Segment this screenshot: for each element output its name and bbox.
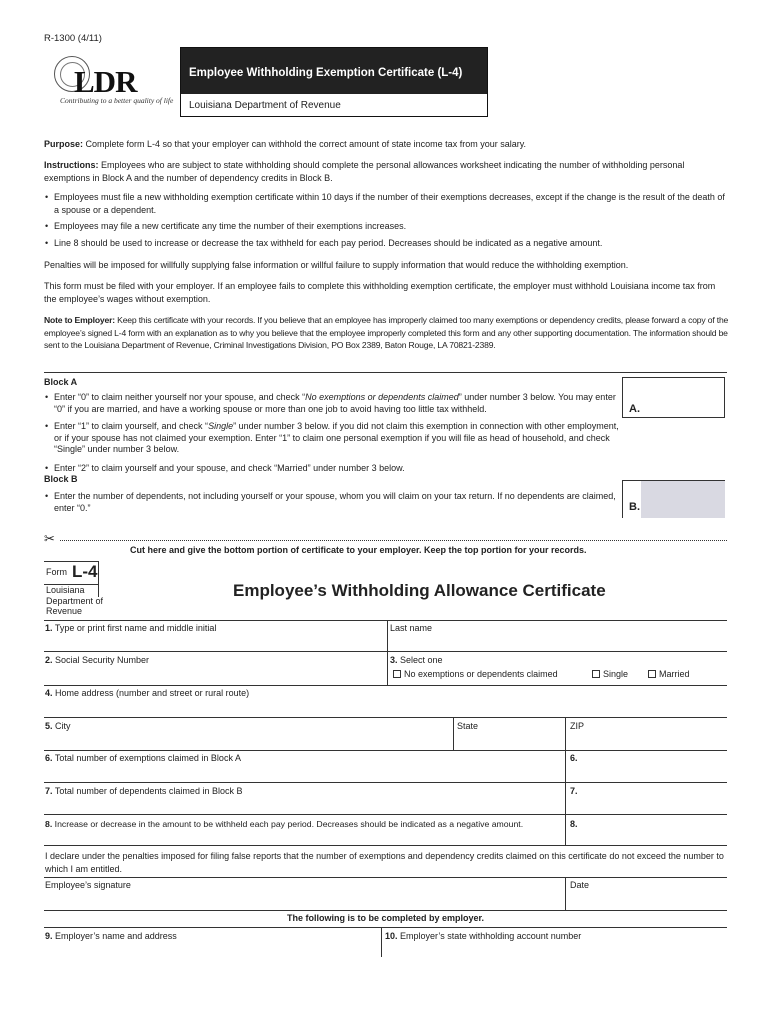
option-label: Married: [659, 669, 690, 679]
field-label: Social Security Number: [52, 655, 150, 665]
field-number: 6.: [45, 753, 53, 763]
instructions: [44, 159, 730, 184]
block-b-input[interactable]: [641, 481, 725, 518]
cut-line: [60, 540, 727, 541]
logo-text: LDR: [74, 64, 137, 99]
block-a-bullet: • Enter “2” to claim yourself and your spouse, and check “Married” under number 3 below.: [44, 463, 619, 475]
option-married[interactable]: [648, 669, 690, 681]
block-b-label: B.: [629, 501, 640, 513]
field-label: Employer’s state withholding account number: [397, 931, 582, 941]
field-number: 10.: [385, 931, 398, 941]
form-code: R-1300 (4/11): [44, 33, 102, 44]
exemptions-input[interactable]: 6.: [570, 753, 578, 763]
divider: [44, 782, 727, 783]
instruction-bullet: • Employees must file a new withholding exemption certificate within 10 days if the number of their exemptions decreases, except if the change is the result of the death of a spouse or a dependent.: [44, 191, 730, 216]
purpose: [44, 138, 730, 151]
field-number: 7.: [45, 786, 53, 796]
block-a-bullet: [44, 421, 619, 456]
filing-status-label: [390, 655, 443, 667]
option-label: No exemptions or dependents claimed: [404, 669, 558, 679]
title-box: [180, 47, 488, 117]
divider: [381, 927, 382, 957]
bullet-text: Enter “0” to claim neither yourself nor your spouse, and check “: [54, 392, 306, 402]
field-label: Total number of exemptions claimed in Block A: [52, 753, 241, 763]
divider: [44, 372, 727, 373]
state-field[interactable]: State: [457, 721, 479, 731]
dependents-input[interactable]: 7.: [570, 786, 578, 796]
first-name-field[interactable]: [45, 623, 216, 635]
field-label: Total number of dependents claimed in Block B: [52, 786, 243, 796]
divider: [44, 651, 727, 652]
divider: [453, 717, 454, 750]
bullet-emphasis: No exemptions or dependents claimed: [305, 392, 459, 402]
employer-note: [44, 314, 730, 352]
date-field[interactable]: Date: [570, 880, 590, 890]
field-number: 3.: [390, 655, 398, 665]
field-label: Home address (number and street or rural route): [52, 688, 250, 698]
dependents-label: [45, 786, 242, 798]
field-number: 8.: [45, 819, 53, 829]
divider: [44, 927, 727, 928]
divider: [565, 877, 566, 910]
bullet-text: ” under number 3 below. You may enter “0” if you are married, and have a working spouse or more than one job to avoid having too little tax withheld.: [54, 392, 616, 414]
option-no-exemptions[interactable]: [393, 669, 558, 681]
divider: [44, 750, 727, 751]
exemptions-label: [45, 753, 241, 765]
signature-field[interactable]: Employee’s signature: [45, 880, 131, 890]
zip-field[interactable]: ZIP: [570, 721, 585, 731]
block-a-title: Block A: [44, 377, 78, 387]
instruction-bullet: • Employees may file a new certificate any time the number of their exemptions increases.: [44, 220, 730, 233]
block-b-bullet: • Enter the number of dependents, not including yourself or your spouse, whom you will claim on your tax return. If no dependents are claimed, enter “0.”: [44, 491, 619, 514]
option-label: Single: [603, 669, 629, 679]
option-single[interactable]: [592, 669, 628, 681]
divider: [565, 717, 566, 845]
declaration: I declare under the penalties imposed for filing false reports that the number of exemptions and dependency credits claimed on this certificate do not exceed the number to which I am entitled.: [45, 851, 724, 874]
form-label: Form: [46, 567, 67, 577]
divider: [44, 620, 727, 621]
field-label: City: [52, 721, 71, 731]
ssn-field[interactable]: [45, 655, 149, 667]
block-a-label: A.: [629, 403, 640, 415]
last-name-field[interactable]: Last name: [390, 623, 433, 633]
home-address-field[interactable]: [45, 688, 249, 700]
employer-note-text: Keep this certificate with your records. If you believe that an employee has improperly claimed too many exemptions or dependency credits, please forward a copy of the employee’s signed L-4 form with an explanation as to why you believe that the employee improperly completed this form and any other supporting documentation. The information should be sent to the Louisiana Department of Revenue, Criminal Investigations Division, PO Box 2389, Baton Rouge, LA 70821-2389.: [44, 315, 729, 350]
divider: [387, 620, 388, 685]
logo-tagline: Contributing to a better quality of life: [60, 96, 174, 105]
field-number: 9.: [45, 931, 53, 941]
filing-note: This form must be filed with your employer. If an employee fails to complete this withholding exemption certificate, the employer must withhold Louisiana income tax from the employee’s wages without exemption.: [44, 281, 716, 304]
ldr-logo: [48, 52, 178, 112]
adjustment-label: [45, 819, 523, 830]
checkbox-icon: [393, 670, 401, 678]
field-label: Employer’s name and address: [52, 931, 177, 941]
certificate-dept: Louisiana Department of Revenue: [46, 585, 104, 616]
instructions-label: Instructions:: [44, 160, 99, 170]
purpose-text: Complete form L-4 so that your employer can withhold the correct amount of state income tax from your salary.: [83, 139, 527, 149]
field-number: 2.: [45, 655, 53, 665]
instruction-bullet: • Line 8 should be used to increase or decrease the tax withheld for each pay period. Decreases should be indicated as a negative amount.: [44, 237, 730, 250]
adjustment-input[interactable]: 8.: [570, 819, 578, 829]
checkbox-icon: [592, 670, 600, 678]
certificate-title: Employee’s Withholding Allowance Certificate: [233, 581, 606, 600]
block-a-box[interactable]: [622, 377, 725, 418]
field-label: Increase or decrease in the amount to be withheld each pay period. Decreases should be indicated as a negative amount.: [52, 819, 524, 829]
bullet-emphasis: Single: [208, 421, 234, 431]
divider: [44, 845, 727, 846]
employer-name-field[interactable]: [45, 931, 375, 957]
divider: [44, 717, 727, 718]
city-field[interactable]: [45, 721, 71, 733]
divider: [44, 814, 727, 815]
field-label: Select one: [397, 655, 443, 665]
block-a-bullet: [44, 392, 619, 415]
scissors-icon: ✂: [44, 531, 55, 546]
purpose-label: Purpose:: [44, 139, 84, 149]
bullet-text: Enter “1” to claim yourself, and check “: [54, 421, 209, 431]
field-label: Type or print first name and middle initial: [52, 623, 217, 633]
employer-section-heading: The following is to be completed by employer.: [286, 913, 485, 923]
divider: [44, 877, 727, 878]
employer-note-label: Note to Employer:: [44, 315, 115, 325]
block-b-title: Block B: [44, 474, 78, 484]
document-title: Employee Withholding Exemption Certificate (L-4): [181, 48, 487, 94]
bullet-text: ” under number 3 below. if you did not claim this exemption in connection with other employment, or if your spouse has not claimed your exemption. Enter “1” to claim one personal exemption if you will file as head of household, and check “Single” under number 3 below.: [54, 421, 619, 454]
instructions-text: Employees who are subject to state withholding should complete the personal allowances worksheet indicating the number of withholding personal exemptions in Block A and the number of dependency credits in Block B.: [44, 160, 685, 183]
checkbox-icon: [648, 670, 656, 678]
field-number: 5.: [45, 721, 53, 731]
field-number: 4.: [45, 688, 53, 698]
field-number: 1.: [45, 623, 53, 633]
agency-name: Louisiana Department of Revenue: [189, 100, 341, 111]
divider: [44, 910, 727, 911]
form-number: L-4: [72, 562, 98, 581]
employer-account-field[interactable]: [385, 931, 725, 957]
penalties-text: Penalties will be imposed for willfully supplying false information or willful failure to supply information that would reduce the withholding exemption.: [44, 260, 629, 270]
divider: [44, 685, 727, 686]
cut-instructions: Cut here and give the bottom portion of certificate to your employer. Keep the top portion for your records.: [130, 545, 587, 555]
